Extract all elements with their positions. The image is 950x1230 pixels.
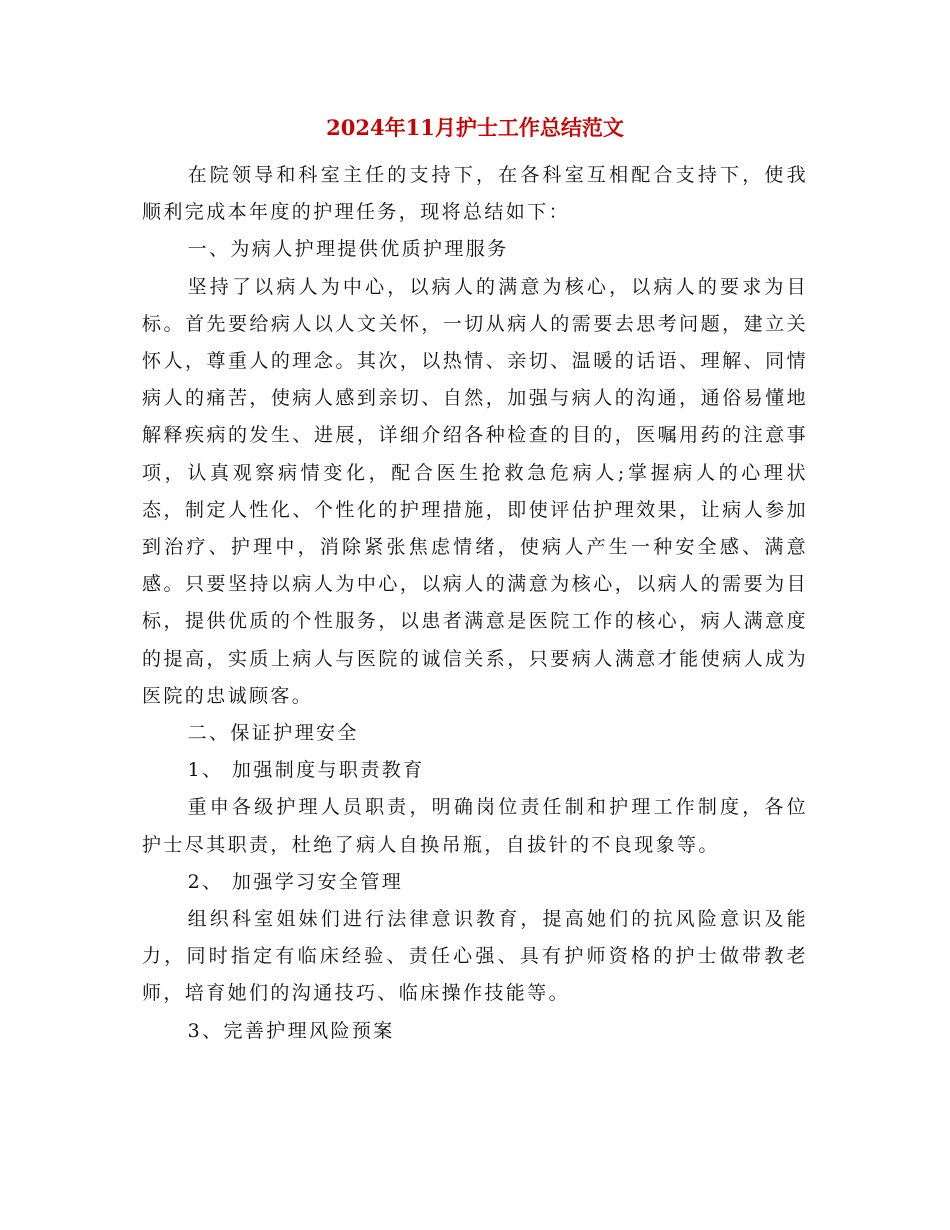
subsection-heading-2-2: 2、 加强学习安全管理 [187,870,404,893]
document-title: 2024年11月护士工作总结范文 [326,115,624,140]
document-body [142,157,808,1050]
section-heading-2: 二、保证护理安全 [187,722,359,745]
section-1-paragraph: 坚持了以病人为中心，以病人的满意为核心，以病人的要求为目标。首先要给病人以人文关怀，一切从病人的需要去思考问题，建立关怀人，尊重人的理念。其次，以热情、亲切、温暖的话语、理解、同情病人的痛苦，使病人感到亲切、自然，加强与病人的沟通，通俗易懂地解释疾病的发生、进展，详细介绍各种检查的目的，医嘱用药的注意事项，认真观察病情变化，配合医生抢救急危病人;掌握病人的心理状态，制定人性化、个性化的护理措施，即使评估护理效果，让病人参加到治疗、护理中，消除紧张焦虑情绪，使病人产生一种安全感、满意感。只要坚持以病人为中心，以病人的满意为核心，以病人的需要为目标，提供优质的个性服务，以患者满意是医院工作的核心，病人满意度的提高，实质上病人与医院的诚信关系，只要病人满意才能使病人成为医院的忠诚顾客。 [142,275,808,707]
section-heading-1: 一、为病人护理提供优质护理服务 [187,238,509,261]
subsection-2-1-paragraph: 重申各级护理人员职责，明确岗位责任制和护理工作制度，各位护士尽其职责，杜绝了病人自换吊瓶，自拔针的不良现象等。 [142,796,808,856]
subsection-heading-2-1: 1、 加强制度与职责教育 [187,759,425,782]
subsection-2-2-paragraph: 组织科室姐妹们进行法律意识教育，提高她们的抗风险意识及能力，同时指定有临床经验、责任心强、具有护师资格的护士做带教老师，培育她们的沟通技巧、临床操作技能等。 [142,908,808,1005]
subsection-heading-2-3: 3、完善护理风险预案 [187,1019,395,1042]
intro-paragraph: 在院领导和科室主任的支持下，在各科室互相配合支持下，使我顺利完成本年度的护理任务，现将总结如下： [142,164,808,224]
